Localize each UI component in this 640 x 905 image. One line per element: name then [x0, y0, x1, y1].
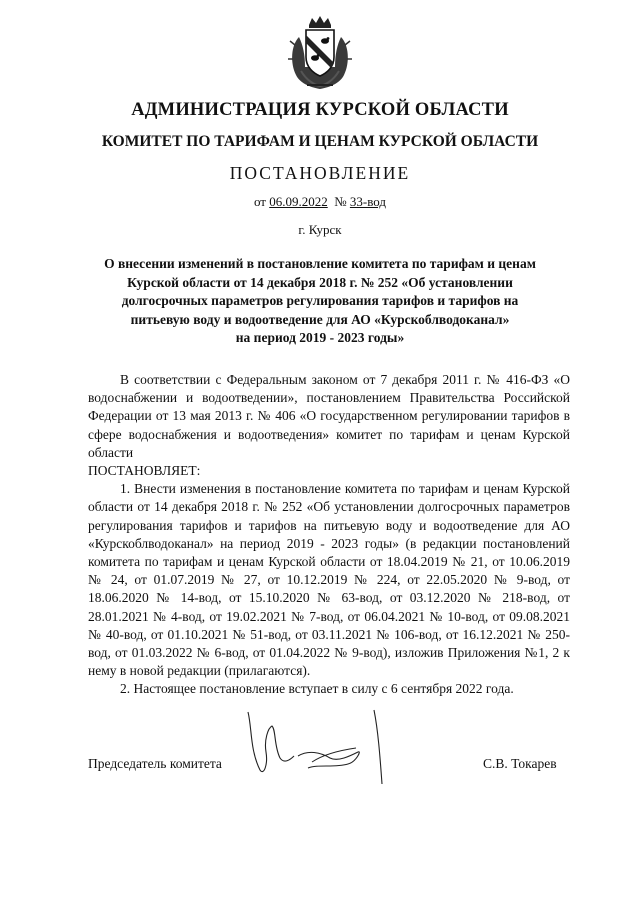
signatory-name: С.В. Токарев: [483, 756, 557, 771]
date-line: [0, 194, 640, 210]
document-body: [88, 371, 570, 699]
org-name: АДМИНИСТРАЦИЯ КУРСКОЙ ОБЛАСТИ: [131, 100, 509, 120]
document-type: ПОСТАНОВЛЕНИЕ: [229, 163, 411, 183]
document-date: 06.09.2022: [269, 194, 328, 209]
document-number: 33-вод: [349, 194, 387, 209]
handwritten-signature-icon: [238, 706, 398, 786]
title-line: питьевую воду и водоотведение для АО «Курскоблводоканал»: [130, 311, 510, 327]
committee-name: КОМИТЕТ ПО ТАРИФАМ И ЦЕНАМ КУРСКОЙ ОБЛАСТИ: [101, 133, 539, 150]
item-2-paragraph: 2. Настоящее постановление вступает в силу с 6 сентября 2022 года.: [120, 681, 514, 697]
title-line: долгосрочных параметров регулирования тарифов и тарифов на: [121, 293, 519, 308]
date-prefix: от: [253, 194, 266, 209]
document-title: [70, 255, 570, 348]
signatory-position: Председатель комитета: [88, 756, 222, 771]
title-line: Курской области от 14 декабря 2018 г. № 252 «Об установлении: [127, 274, 513, 290]
title-line: О внесении изменений в постановление комитета по тарифам и ценам: [104, 256, 536, 271]
kursk-region-coat-of-arms-icon: [287, 15, 353, 91]
preamble-paragraph: В соответствии с Федеральным законом от 7 декабря 2011 г. № 416-ФЗ «О водоснабжении и водоотведении», постановлением Правительства Российской Федерации от 13 мая 2013 г. № 406 «О государственном регулировании тарифов в сфере водоснабжения и водоотведения» комитет по тарифам и ценам Курской области: [88, 372, 570, 460]
item-1-paragraph: 1. Внести изменения в постановление комитета по тарифам и ценам Курской области от 14 декабря 2018 г. № 252 «Об установлении долгосрочных параметров регулирования тарифов и тарифов на питьевую воду и водоотведение для АО «Курскоблводоканал» на период 2019 - 2023 годы» (в редакции постановлений комитета по тарифам и ценам Курской области от 18.04.2019 № 21, от 10.06.2019 № 24, от 01.07.2019 № 27, от 10.12.2019 № 224, от 22.05.2020 № 9-вод, от 18.06.2020 № 14-вод, от 15.10.2020 № 63-вод, от 03.12.2020 № 218-вод, от 28.01.2021 № 4-вод, от 19.02.2021 № 7-вод, от 06.04.2021 № 10-вод, от 09.08.2021 № 40-вод, от 01.10.2021 № 51-вод, от 03.11.2021 № 106-вод, от 16.12.2021 № 250-вод, от 01.03.2022 № 6-вод, от 01.04.2022 № 9-вод), изложив Приложения №1, 2 к нему в новой редакции (прилагаются).: [88, 481, 570, 679]
city: г. Курск: [298, 222, 342, 237]
title-line: на период 2019 - 2023 годы»: [235, 330, 405, 345]
resolves-line: ПОСТАНОВЛЯЕТ:: [88, 463, 201, 479]
number-prefix: №: [334, 194, 347, 209]
